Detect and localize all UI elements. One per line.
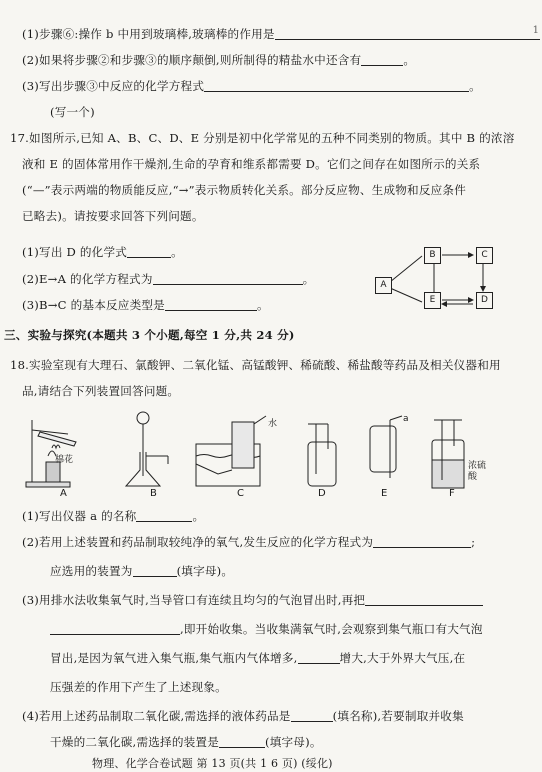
acid-label-line-2: 酸 xyxy=(468,472,478,482)
answer-blank[interactable] xyxy=(153,272,303,285)
q17-part2: (2)E→A 的化学方程式为 。 xyxy=(22,272,315,286)
answer-blank[interactable] xyxy=(361,53,403,66)
q18-part4-b: 干燥的二氧化碳,需选择的装置是 (填字母)。 xyxy=(50,735,322,749)
q17-stem-4: 已略去)。请按要求回答下列问题。 xyxy=(22,209,204,223)
apparatus-label-c: C xyxy=(237,488,244,499)
q18-stem-1: 18.实验室现有大理石、氯酸钾、二氧化锰、高锰酸钾、稀硫酸、稀盐酸等药品及相关仪器和用 xyxy=(10,358,501,372)
answer-blank[interactable] xyxy=(365,593,483,606)
q18-part3-d: 压强差的作用下产生了上述现象。 xyxy=(50,680,227,694)
apparatus-b-drawing xyxy=(126,412,168,486)
node-b: B xyxy=(424,247,441,264)
answer-blank[interactable] xyxy=(291,709,333,722)
section-heading: 三、实验与探究(本题共 3 个小题,每空 1 分,共 24 分) xyxy=(4,328,295,342)
q16-part2: (2)如果将步骤②和步骤③的顺序颠倒,则所制得的精盐水中还含有 。 xyxy=(22,53,416,67)
answer-blank[interactable] xyxy=(373,535,471,548)
apparatus-label-b: B xyxy=(150,488,157,499)
q18-part4: (4)若用上述药品制取二氧化碳,需选择的液体药品是 (填名称),若要制取并收集 xyxy=(22,709,464,723)
q17-stem-2: 液和 E 的固体常用作干燥剂,生命的孕育和维系都需要 D。它们之间存在如图所示的关系 xyxy=(22,157,481,171)
apparatus-label-d: D xyxy=(318,488,326,499)
node-a: A xyxy=(375,277,392,294)
q16-part1: (1)步骤⑥:操作 b 中用到玻璃棒,玻璃棒的作用是 xyxy=(22,26,540,42)
answer-blank[interactable] xyxy=(127,245,171,258)
q18-part1: (1)写出仪器 a 的名称 。 xyxy=(22,509,205,523)
link-a-b xyxy=(390,256,422,282)
water-label: 水 xyxy=(268,419,278,429)
answer-blank[interactable] xyxy=(133,564,177,577)
answer-blank[interactable] xyxy=(298,651,340,664)
apparatus-label-a: A xyxy=(60,488,67,499)
answer-blank[interactable] xyxy=(136,509,192,522)
q18-part3: (3)用排水法收集氧气时,当导管口有连续且均匀的气泡冒出时,再把 xyxy=(22,592,483,608)
acid-label-line-1: 浓硫 xyxy=(468,461,487,471)
q18-part2-b: 应选用的装置为 (填字母)。 xyxy=(50,564,234,578)
page-footer: 物理、化学合卷试题 第 13 页(共 1 6 页) (绥化) xyxy=(92,757,333,770)
apparatus-label-e: E xyxy=(381,488,388,499)
q18-stem-2: 品,请结合下列装置回答问题。 xyxy=(22,384,180,398)
answer-blank[interactable] xyxy=(165,298,257,311)
answer-blank[interactable] xyxy=(219,735,265,748)
answer-blank[interactable] xyxy=(204,79,469,92)
q17-part1: (1)写出 D 的化学式 。 xyxy=(22,245,183,259)
q18-part3-b: ,即开始收集。当收集满氧气时,会观察到集气瓶口有大气泡 xyxy=(50,621,483,637)
q16-part3: (3)写出步骤③中反应的化学方程式 。 xyxy=(22,79,481,93)
q18-part2: (2)若用上述装置和药品制取较纯净的氧气,发生反应的化学方程式为 ; xyxy=(22,535,476,549)
apparatus-f-drawing xyxy=(432,420,464,488)
instrument-a-label: a xyxy=(403,414,409,424)
cotton-label: 棉花 xyxy=(55,455,74,465)
apparatus-e-drawing xyxy=(370,416,402,478)
margin-mark: 1 xyxy=(532,25,539,36)
relation-diagram xyxy=(372,242,504,314)
node-e: E xyxy=(424,292,441,309)
arrow-e-a xyxy=(390,288,422,302)
q17-stem-1: 17.如图所示,已知 A、B、C、D、E 分别是初中化学常见的五种不同类别的物质。其中 B 的浓溶 xyxy=(10,131,515,145)
apparatus-figure xyxy=(18,404,498,504)
q17-stem-3: (“—”表示两端的物质能反应,“→”表示物质转化关系。部分反应物、生成物和反应条件 xyxy=(22,183,467,197)
q17-part3: (3)B→C 的基本反应类型是 。 xyxy=(22,298,269,312)
node-d: D xyxy=(476,292,493,309)
apparatus-d-drawing xyxy=(308,424,336,486)
answer-blank[interactable] xyxy=(50,622,180,635)
q16-part3-note: (写一个) xyxy=(50,105,95,119)
answer-blank[interactable] xyxy=(275,27,540,40)
apparatus-label-f: F xyxy=(449,488,455,499)
apparatus-c-drawing xyxy=(196,416,266,486)
q18-part3-c: 冒出,是因为氧气进入集气瓶,集气瓶内气体增多, 增大,大于外界大气压,在 xyxy=(50,651,466,665)
node-c: C xyxy=(476,247,493,264)
